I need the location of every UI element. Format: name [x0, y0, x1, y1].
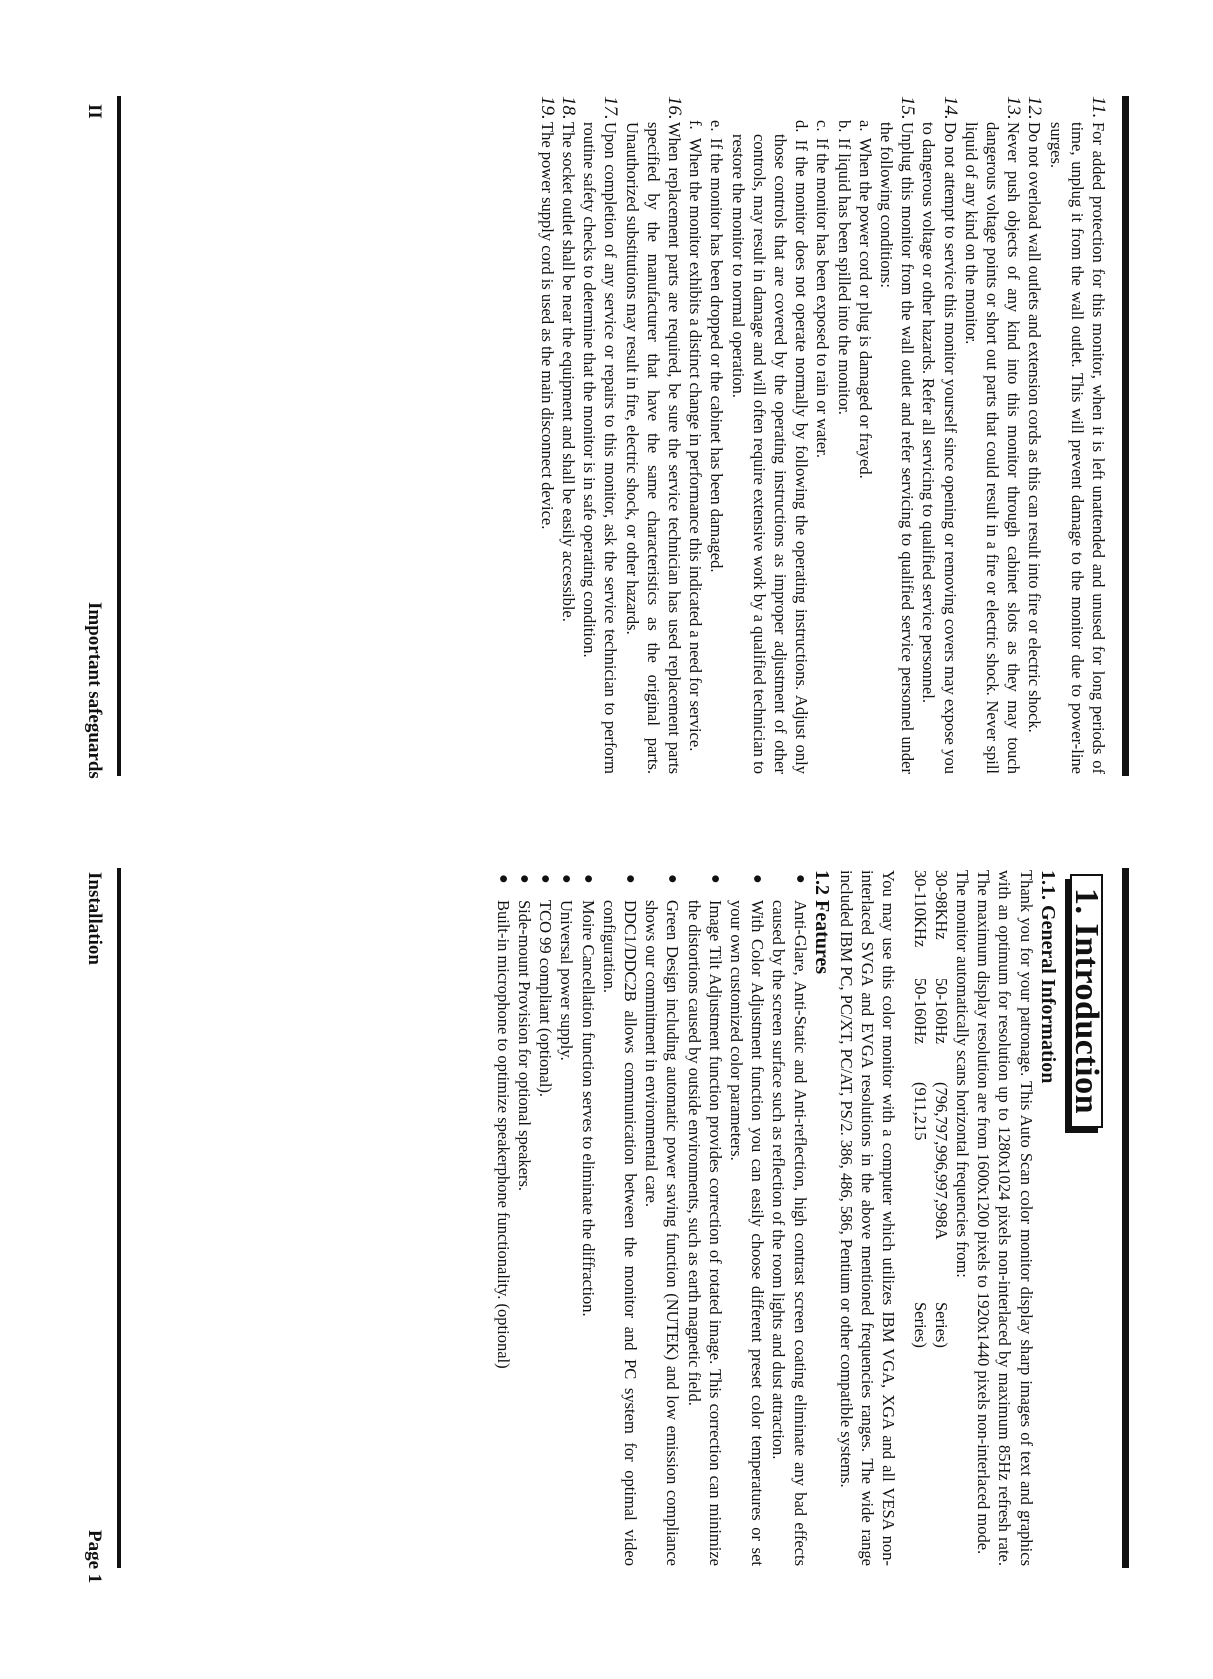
feature-text: DDC1/DDC2B allows communication between the monitor and PC system for optimal video configuration. [599, 900, 640, 1566]
vertical-frequency: 50-160Hz [910, 978, 930, 1044]
item-text: For added protection for this monitor, when it is left unattended and unused for long periods of time, unplug it from the wall outlet. This will prevent damage to the monitor due to power-line surges. [1046, 122, 1108, 774]
list-item [1024, 96, 1045, 774]
model-series: (911,215 [910, 1082, 930, 1141]
series-suffix: Series) [931, 1302, 951, 1348]
item-text: The socket outlet shall be near the equipment and shall be easily accessible. [558, 122, 578, 622]
footer-page-number: Page 1 [84, 1530, 105, 1584]
spacer [899, 870, 909, 1566]
feature-text: Green Design including automatic power saving function (NUTEK) and low emission compliance shows our commitment in environmental care. [642, 900, 683, 1566]
bullet-icon: ● [515, 874, 533, 884]
footer-page-number: II [84, 104, 105, 119]
list-item [621, 96, 685, 774]
feature-text: Side-mount Provision for optional speakers. [514, 900, 534, 1192]
sub-text: If the monitor has been exposed to rain or water. [813, 138, 833, 458]
sub-item [706, 96, 727, 774]
feature-item [493, 870, 514, 1566]
bullet-icon: ● [791, 874, 809, 884]
sub-letter: a. [855, 120, 875, 132]
horizontal-frequency: 30-98KHz [931, 870, 951, 940]
feature-item [514, 870, 535, 1566]
feature-text: Image Tilt Adjustment function provides correction of rotated image. This correction can minimize the distortions caused by outside environments, such as earth magnetic field. [684, 900, 725, 1566]
bullet-icon: ● [621, 874, 639, 884]
series-suffix: Series) [910, 1302, 930, 1348]
footer-title: Important safeguards [84, 602, 105, 779]
bullet-icon: ● [494, 874, 512, 884]
section-heading: 1.1. General Information [1036, 870, 1059, 1084]
top-rule [1122, 868, 1129, 1568]
sub-text: If liquid has been spilled into the monitor. [834, 138, 854, 415]
sub-item [727, 96, 812, 774]
item-number: 18. [557, 96, 579, 120]
item-number: 19. [536, 96, 558, 120]
feature-text: With Color Adjustment function you can easily choose different preset color temperatures or set your own customized color parameters. [726, 900, 768, 1566]
feature-item [577, 870, 598, 1566]
feature-text: TCO 99 compliant (optional). [536, 900, 556, 1098]
frequency-row [931, 870, 952, 1566]
bullet-icon: ● [706, 874, 724, 884]
chapter-title: 1. Introduction [1070, 874, 1103, 1128]
list-item [961, 96, 1025, 774]
feature-item [556, 870, 577, 1566]
feature-item [726, 870, 768, 1566]
frequency-intro: The monitor automatically scans horizontal frequencies from: [952, 870, 972, 1278]
feature-item [683, 870, 725, 1566]
sub-letter: f. [686, 120, 706, 130]
section-heading: 1.2 Features [810, 870, 833, 975]
item-number: 17. [600, 96, 622, 120]
item-number: 15. [897, 96, 919, 120]
sub-item [855, 96, 876, 774]
sub-text: When the power cord or plug is damaged or frayed. [855, 137, 875, 479]
model-series: (796,797,996,997,998A [931, 1082, 951, 1240]
item-text: Upon completion of any service or repairs to this monitor, ask the service technician to perform routine safety checks to determine that the monitor is in safe operating condition. [580, 122, 621, 774]
item-text: Unplug this monitor from the wall outlet and refer servicing to qualified service personnel under the following conditions: [876, 122, 918, 774]
frequency-row [909, 870, 930, 1566]
list-item [876, 96, 918, 774]
item-number: 14. [939, 96, 961, 120]
feature-text: Universal power supply. [557, 900, 577, 1061]
item-text: When replacement parts are required, be sure the service technician has used replacement parts specified by the manufacturer that have the same characteristics as the original parts. Unauthorized substitutions may result in fire, electric shock, or other hazards. [622, 122, 684, 774]
bullet-icon: ● [664, 874, 682, 884]
feature-text: Anti-Glare, Anti-Static and Anti-reflection, high contrast screen coating eliminate any bad effects caused by the screen surface such as reflection of the room lights and dust attraction. [769, 900, 810, 1566]
horizontal-frequency: 30-110KHz [910, 870, 930, 948]
bottom-rule [117, 868, 121, 1568]
item-text: Do not attempt to service this monitor yourself since opening or removing covers may expose you to dangerous voltage or other hazards. Refer all servicing to qualified service personnel. [919, 122, 960, 774]
list-item [579, 96, 621, 774]
bullet-icon: ● [537, 874, 555, 884]
feature-text: Moire Cancellation function serves to eliminate the diffraction. [578, 900, 598, 1317]
sub-item [685, 96, 706, 774]
item-number: 11. [1088, 96, 1109, 119]
footer-title: Installation [84, 872, 105, 965]
item-number: 13. [1003, 96, 1025, 120]
bullet-icon: ● [749, 874, 767, 884]
top-rule [1122, 96, 1129, 776]
sub-letter: c. [813, 120, 833, 132]
item-text: The power supply cord is used as the main disconnect device. [537, 122, 557, 530]
bottom-rule [117, 96, 121, 776]
sub-text: If the monitor does not operate normally by following the operating instructions. Adjust only those controls that are covered by the operating instructions as improper adjustment of other controls, may result in damage and will often require extensive work by a qualified technician to restore the monitor to normal operation. [728, 134, 812, 774]
list-item [558, 96, 579, 774]
bullet-icon: ● [558, 874, 576, 884]
sub-letter: d. [792, 120, 812, 133]
item-text: Do not overload wall outlets and extension cords as this can result into fire or electric shock. [1025, 122, 1045, 733]
sub-letter: e. [707, 120, 727, 132]
sub-item [833, 96, 854, 774]
feature-item [535, 870, 556, 1566]
general-info-paragraph: Thank you for your patronage. This Auto Scan color monitor display sharp images of text and graphics with an optimum for resolution up to 1280x1024 pixels non-interlaced by maximum 85Hz refresh rate. The maximum display resolution are from 1600x1200 pixels to 1920x1440 pixels non-interlaced mode. [974, 870, 1036, 1566]
list-item [537, 96, 558, 774]
feature-text: Built-in microphone to optimize speakerphone functionality. (optional) [493, 900, 513, 1369]
item-text: Never push objects of any kind into this monitor through cabinet slots as they may touch dangerous voltage points or short out parts that could result in a fire or electric shock. Never spill liquid of any kind on the monitor. [961, 122, 1024, 774]
compatibility-paragraph: You may use this color monitor with a computer which utilizes IBM VGA, XGA and all VESA non-interlaced SVGA and EVGA resolutions in the above mentioned frequencies ranges. The wide range included IBM PC, PC/XT, PC/AT, PS/2. 386, 486, 586, Pentium or other compatible systems. [836, 870, 899, 1566]
left-page [0, 0, 1213, 830]
sub-text: If the monitor has been dropped or the cabinet has been damaged. [707, 138, 727, 573]
list-item [918, 96, 960, 774]
safeguards-list [537, 96, 1109, 774]
item-number: 16. [663, 96, 685, 120]
feature-item [768, 870, 810, 1566]
vertical-frequency: 50-160Hz [931, 978, 951, 1044]
right-page [0, 830, 1213, 1679]
item-number: 12. [1024, 96, 1046, 120]
feature-item [599, 870, 641, 1566]
bullet-icon: ● [579, 874, 597, 884]
sub-text: When the monitor exhibits a distinct change in performance this indicated a need for service. [686, 137, 706, 752]
list-item [1045, 96, 1109, 774]
sub-item [812, 96, 833, 774]
introduction-content [493, 870, 1109, 1566]
feature-item [641, 870, 683, 1566]
sub-letter: b. [834, 120, 854, 133]
